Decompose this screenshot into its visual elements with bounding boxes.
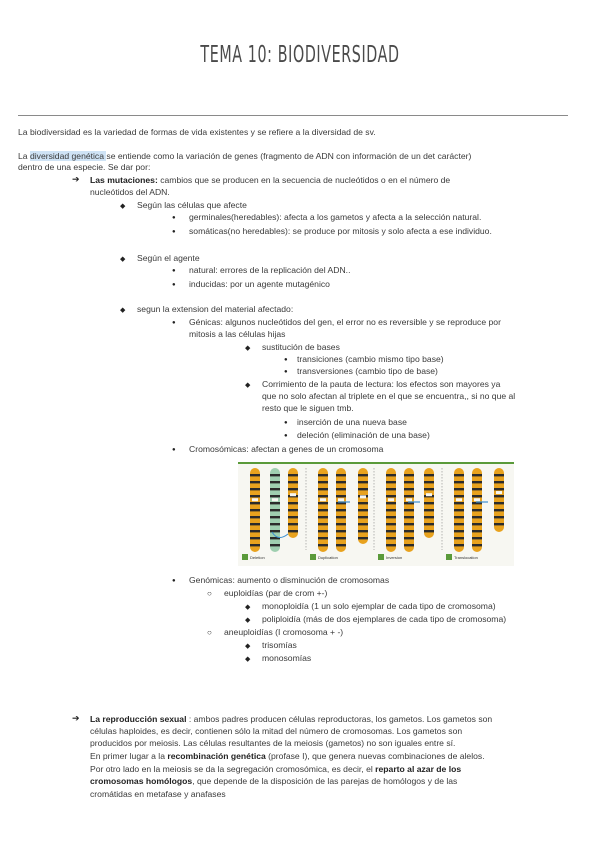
chromosome-shape — [358, 468, 368, 544]
chromosome-band — [336, 516, 346, 518]
chromosome-band — [358, 488, 368, 490]
chromosome-band — [288, 509, 298, 511]
mutations-line2: nucleótidos del ADN. — [90, 187, 170, 197]
dot-bullet-icon: ● — [172, 268, 176, 274]
centromere — [426, 493, 432, 496]
chromosome-band — [386, 544, 396, 546]
reproduction-line6: cromosomas homólogos, que depende de la disposición de las parejas de homólogos y de las — [90, 776, 458, 786]
chromosome-band — [270, 488, 280, 490]
chromosome-band — [404, 495, 414, 497]
chromosome-band — [288, 488, 298, 490]
chromosome-band — [404, 509, 414, 511]
frameshift-line1: Corrimiento de la pauta de lectura: los efectos son mayores ya — [262, 379, 501, 389]
dot-bullet-icon: ● — [284, 357, 288, 363]
chromosome-band — [424, 516, 434, 518]
chromosome-band — [454, 516, 464, 518]
substitution-label: sustitución de bases — [262, 342, 340, 352]
chromosome-band — [250, 488, 260, 490]
chromosome-band — [386, 488, 396, 490]
reproduction-line5: Por otro lado en la meiosis se da la segregación cromosómica, es decir, el reparto al azar de los — [90, 764, 462, 774]
chromosome-band — [472, 509, 482, 511]
reproduction-line1: La reproducción sexual : ambos padres producen células reproductoras, los gametos. Los gametos son — [90, 714, 493, 724]
dot-bullet-icon: ● — [172, 215, 176, 221]
chromosome-band — [454, 502, 464, 504]
chromosome-band — [472, 495, 482, 497]
chromosome-band — [386, 502, 396, 504]
chromosome-band — [424, 481, 434, 483]
chromosome-band — [270, 481, 280, 483]
chromosome-band — [318, 544, 328, 546]
title-divider — [18, 115, 568, 116]
chromosome-band — [336, 523, 346, 525]
chromosome-band — [424, 502, 434, 504]
list-item: trisomías — [262, 640, 297, 650]
diamond-bullet-icon: ◆ — [245, 382, 251, 389]
list-item: transversiones (cambio tipo de base) — [297, 366, 438, 376]
frameshift-line2: que no solo afectan al triplete en el que se encuentra,, si no que al — [262, 391, 516, 401]
list-item: inducidas: por un agente mutagénico — [189, 279, 330, 289]
chromosome-band — [288, 474, 298, 476]
chromosome-band — [454, 481, 464, 483]
chromosome-band — [336, 488, 346, 490]
chromosome-band — [318, 516, 328, 518]
chromosome-band — [494, 523, 504, 525]
dot-bullet-icon: ● — [284, 433, 288, 439]
chromosome-band — [288, 502, 298, 504]
highlighted-term: diversidad genética — [29, 151, 107, 161]
centromere — [290, 493, 296, 496]
chromosome-band — [288, 530, 298, 532]
chromosome-band — [318, 523, 328, 525]
centromere — [360, 495, 366, 498]
chromosome-band — [472, 544, 482, 546]
chromosome-band — [454, 530, 464, 532]
centromere — [338, 498, 344, 501]
chromosome-band — [250, 544, 260, 546]
chromosome-band — [336, 509, 346, 511]
chromosome-band — [494, 509, 504, 511]
chromosome-band — [358, 537, 368, 539]
reproduction-line4: En primer lugar a la recombinación genética (profase I), que genera nuevas combinaciones de alelos. — [90, 751, 485, 761]
chromosome-band — [250, 516, 260, 518]
chromosome-band — [454, 537, 464, 539]
chromosome-band — [494, 495, 504, 497]
arrow-bullet-icon: ➔ — [72, 713, 80, 723]
chromosome-band — [288, 516, 298, 518]
mutations-line1: Las mutaciones: cambios que se producen en la secuencia de nucleótidos o en el número de — [90, 175, 451, 185]
chromosome-band — [250, 502, 260, 504]
chromosome-band — [358, 502, 368, 504]
chromosome-band — [336, 544, 346, 546]
arrow-bullet-icon: ➔ — [72, 174, 80, 184]
list-item: natural: errores de la replicación del ADN.. — [189, 265, 351, 275]
reproduction-line2: células haploides, es decir, contienen sólo la mitad del número de cromosomas. Los gametos son — [90, 726, 463, 736]
chromosome-band — [386, 481, 396, 483]
page-title: TEMA 10: BIODIVERSIDAD — [200, 42, 400, 68]
dot-bullet-icon: ● — [172, 229, 176, 235]
figure-label: Translocation — [454, 555, 478, 560]
chromosome-band — [494, 516, 504, 518]
chromosome-band — [386, 523, 396, 525]
chromosome-band — [454, 474, 464, 476]
centromere — [388, 498, 394, 501]
diamond-bullet-icon: ◆ — [120, 256, 126, 263]
chromosome-band — [386, 516, 396, 518]
chromosome-band — [424, 509, 434, 511]
chromosome-band — [386, 537, 396, 539]
chromosome-band — [250, 495, 260, 497]
chromosome-band — [404, 537, 414, 539]
chromosome-band — [250, 509, 260, 511]
chromosome-band — [358, 481, 368, 483]
circle-bullet-icon: ○ — [207, 628, 212, 637]
chromosome-shape — [494, 468, 504, 532]
chromosome-band — [454, 488, 464, 490]
chromosome-band — [250, 537, 260, 539]
chromosome-band — [494, 474, 504, 476]
chromosome-band — [472, 488, 482, 490]
chromosome-band — [250, 481, 260, 483]
chromosome-band — [494, 488, 504, 490]
chromosome-band — [404, 474, 414, 476]
chromosome-band — [472, 474, 482, 476]
chromosome-band — [288, 523, 298, 525]
chromosome-band — [270, 544, 280, 546]
chromosome-band — [358, 509, 368, 511]
chromosome-band — [270, 523, 280, 525]
chromosome-band — [386, 495, 396, 497]
chromosome-band — [404, 516, 414, 518]
centromere — [320, 498, 326, 501]
euploidy-label: euploidías (par de crom +-) — [224, 588, 328, 598]
chromosome-band — [472, 523, 482, 525]
chromosome-band — [424, 530, 434, 532]
chromosome-band — [358, 530, 368, 532]
chromosome-band — [386, 509, 396, 511]
chromosome-band — [270, 509, 280, 511]
chromosome-band — [404, 544, 414, 546]
genomic-label: Genómicas: aumento o disminución de cromosomas — [189, 575, 390, 585]
chromosome-band — [270, 516, 280, 518]
figure-label: Inversion — [386, 555, 403, 560]
reproduction-line7: cromátidas en metafase y anafases — [90, 789, 226, 799]
chromosome-band — [358, 523, 368, 525]
chromosome-band — [454, 544, 464, 546]
chromosome-band — [250, 474, 260, 476]
diamond-bullet-icon: ◆ — [245, 643, 251, 650]
diamond-bullet-icon: ◆ — [120, 307, 126, 314]
chromosome-band — [386, 530, 396, 532]
centromere — [272, 498, 278, 501]
dot-bullet-icon: ● — [284, 420, 288, 426]
chromosome-band — [336, 474, 346, 476]
chromosome-band — [336, 481, 346, 483]
chromosome-band — [270, 495, 280, 497]
chromosome-band — [288, 481, 298, 483]
diamond-bullet-icon: ◆ — [245, 617, 251, 624]
chromosome-band — [250, 530, 260, 532]
list-item: deleción (eliminación de una base) — [297, 430, 430, 440]
chromosome-band — [472, 516, 482, 518]
chromosome-band — [404, 488, 414, 490]
chromosome-band — [494, 481, 504, 483]
chromosome-band — [270, 474, 280, 476]
chromosome-band — [404, 523, 414, 525]
chromosome-band — [454, 523, 464, 525]
chromosome-band — [424, 488, 434, 490]
chromosome-band — [336, 495, 346, 497]
chromosome-band — [318, 509, 328, 511]
frameshift-line3: resto que le siguen tmb. — [262, 403, 354, 413]
dot-bullet-icon: ● — [172, 578, 176, 584]
dot-bullet-icon: ● — [172, 320, 176, 326]
list-item: germinales(heredables): afecta a los gametos y afecta a la selección natural. — [189, 212, 482, 222]
chromosome-band — [472, 481, 482, 483]
list-item: monoploidía (1 un solo ejemplar de cada tipo de cromosoma) — [262, 601, 496, 611]
aneuploidy-label: aneuploidías (I cromosoma + -) — [224, 627, 344, 637]
chromosome-band — [424, 523, 434, 525]
diamond-bullet-icon: ◆ — [120, 203, 126, 210]
figure-label: Deletion — [250, 555, 265, 560]
chromosome-band — [318, 530, 328, 532]
list-item: transiciones (cambio mismo tipo base) — [297, 354, 444, 364]
centromere — [456, 498, 462, 501]
dot-bullet-icon: ● — [172, 447, 176, 453]
genetic-diversity-line1: La diversidad genética se entiende como la variación de genes (fragmento de ADN con información de un det carácter) — [18, 151, 472, 161]
chromosome-band — [454, 495, 464, 497]
centromere — [252, 498, 258, 501]
chromosome-band — [250, 523, 260, 525]
list-item: monosomías — [262, 653, 312, 663]
chromosome-band — [336, 530, 346, 532]
chromosome-band — [404, 530, 414, 532]
by-agent-label: Según el agente — [137, 253, 200, 263]
list-item: poliploidía (más de dos ejemplares de cada tipo de cromosoma) — [262, 614, 507, 624]
dot-bullet-icon: ● — [284, 369, 288, 375]
circle-bullet-icon: ○ — [207, 589, 212, 598]
diamond-bullet-icon: ◆ — [245, 604, 251, 611]
genetic-diversity-line2: dentro de una especie. Se dar por: — [18, 162, 151, 172]
chromosome-band — [336, 537, 346, 539]
chromosome-band — [318, 495, 328, 497]
chromosome-band — [318, 502, 328, 504]
centromere — [496, 491, 502, 494]
chromosome-band — [270, 502, 280, 504]
chromosome-band — [472, 537, 482, 539]
genic-line1: Génicas: algunos nucleótidos del gen, el error no es reversible y se reproduce por — [189, 317, 501, 327]
centromere — [406, 498, 412, 501]
chromosome-band — [424, 474, 434, 476]
chromosome-band — [318, 481, 328, 483]
chromosomal-label: Cromosómicas: afectan a genes de un cromosoma — [189, 444, 384, 454]
genic-line2: mitosis a las células hijas — [189, 329, 286, 339]
chromosome-band — [404, 481, 414, 483]
chromosome-mutations-figure — [238, 462, 514, 566]
list-item: inserción de una nueva base — [297, 417, 407, 427]
chromosome-band — [318, 488, 328, 490]
chromosome-band — [454, 509, 464, 511]
centromere — [474, 498, 480, 501]
chromosome-band — [318, 474, 328, 476]
list-item: somáticas(no heredables): se produce por mitosis y solo afecta a ese individuo. — [189, 226, 492, 236]
intro-text: La biodiversidad es la variedad de formas de vida existentes y se refiere a la diversidad de sv. — [18, 127, 376, 137]
reproduction-line3: producidos por meiosis. Las células resultantes de la meiosis (gametos) no son iguales entre sí. — [90, 738, 456, 748]
chromosome-band — [386, 474, 396, 476]
chromosome-band — [494, 502, 504, 504]
chromosome-band — [358, 474, 368, 476]
diamond-bullet-icon: ◆ — [245, 345, 251, 352]
dot-bullet-icon: ● — [172, 282, 176, 288]
by-extension-label: segun la extension del material afectado: — [137, 304, 294, 314]
figure-label: Duplication — [318, 555, 338, 560]
diamond-bullet-icon: ◆ — [245, 656, 251, 663]
by-cells-label: Según las células que afecte — [137, 200, 247, 210]
chromosome-band — [270, 530, 280, 532]
chromosome-band — [472, 530, 482, 532]
chromosome-band — [358, 516, 368, 518]
chromosome-band — [318, 537, 328, 539]
